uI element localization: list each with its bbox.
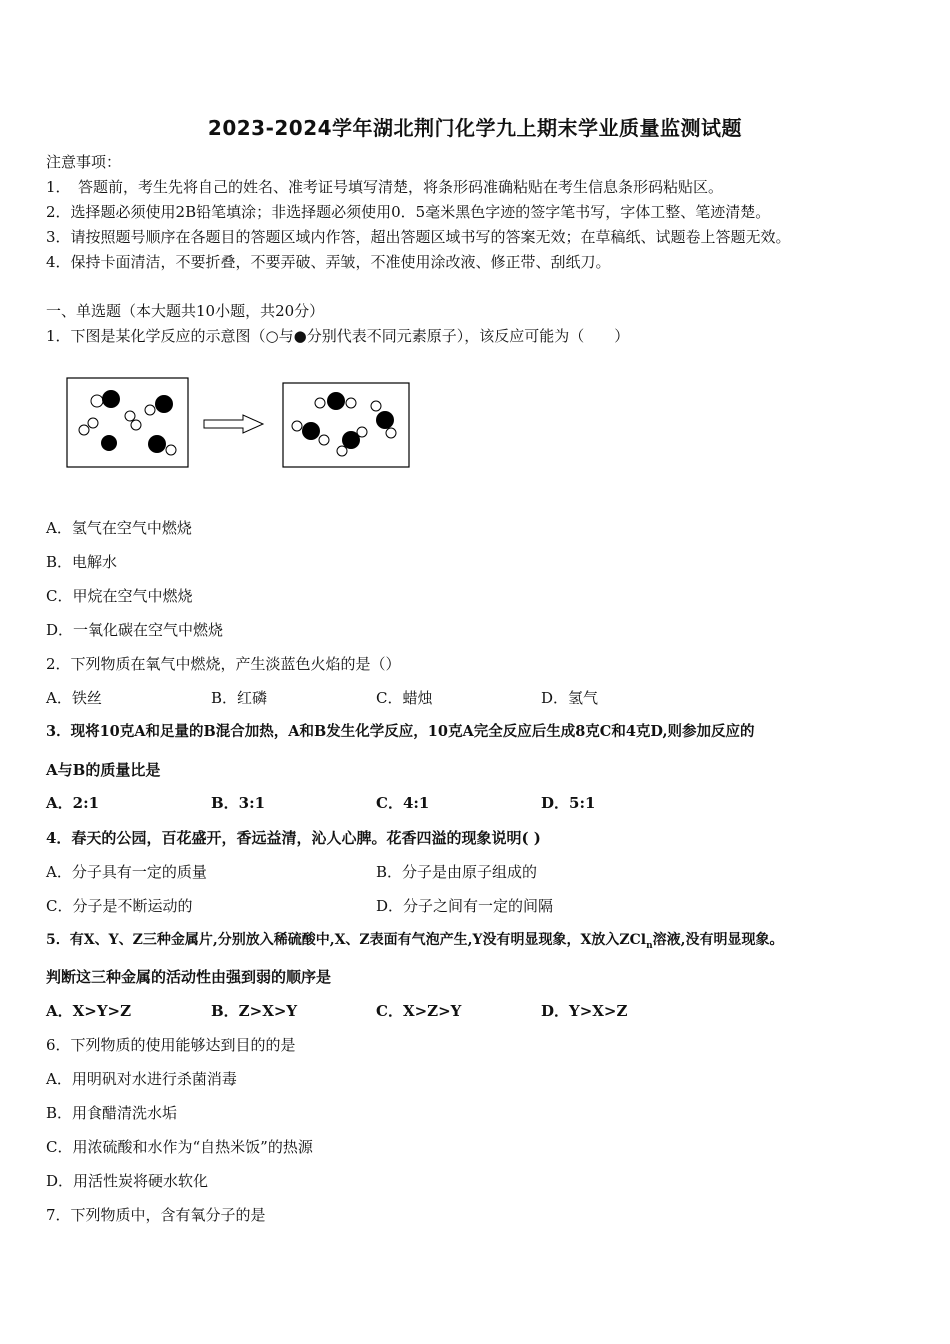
question-6-stem: 6．下列物质的使用能够达到目的的是 <box>46 1036 296 1054</box>
question-5-stem-line-2: 判断这三种金属的活动性由强到弱的顺序是 <box>46 968 332 986</box>
product-box <box>283 383 409 467</box>
reaction-diagram <box>60 370 420 475</box>
question-3-stem-line-1: 3．现将10克A和足量的B混合加热，A和B发生化学反应，10克A完全反应后生成8克C和4克D,则参加反应的 <box>46 723 755 740</box>
question-5-option-c[interactable]: C．X>Z>Y <box>376 1002 462 1020</box>
question-3-option-a[interactable]: A．2:1 <box>46 794 100 812</box>
question-5-option-a[interactable]: A．X>Y>Z <box>46 1002 132 1020</box>
question-3-option-d[interactable]: D．5:1 <box>541 794 596 812</box>
question-1-option-b[interactable]: B．电解水 <box>46 553 118 571</box>
question-5-stem-subscript: n <box>646 940 653 951</box>
notice-item-1: 1． 答题前，考生先将自己的姓名、准考证号填写清楚，将条形码准确粘贴在考生信息条形码粘贴区。 <box>46 178 724 196</box>
reactant-box <box>67 378 188 467</box>
question-1-option-a[interactable]: A．氢气在空气中燃烧 <box>46 519 192 537</box>
question-6-option-c[interactable]: C．用浓硫酸和水作为“自热米饭”的热源 <box>46 1138 313 1156</box>
question-2-option-b[interactable]: B．红磷 <box>211 689 268 707</box>
question-4-option-d[interactable]: D．分子之间有一定的间隔 <box>376 897 554 915</box>
question-2-option-c[interactable]: C．蜡烛 <box>376 689 433 707</box>
reaction-arrow <box>204 415 263 433</box>
question-1-stem: 1．下图是某化学反应的示意图（○与●分别代表不同元素原子），该反应可能为（ ） <box>46 327 630 345</box>
question-3-option-b[interactable]: B．3:1 <box>211 794 266 812</box>
question-5-stem-text-a: 5．有X、Y、Z三种金属片,分别放入稀硫酸中,X、Z表面有气泡产生,Y没有明显现象，X放入ZCl <box>46 932 647 948</box>
question-3-stem-line-2: A与B的质量比是 <box>46 761 161 779</box>
section-heading: 一、单选题（本大题共10小题，共20分） <box>46 302 325 320</box>
question-4-option-b[interactable]: B．分子是由原子组成的 <box>376 863 538 881</box>
question-4-option-a[interactable]: A．分子具有一定的质量 <box>46 863 207 881</box>
question-6-option-b[interactable]: B．用食醋清洗水垢 <box>46 1104 178 1122</box>
page-title: 2023-2024学年湖北荆门化学九上期末学业质量监测试题 <box>207 116 743 140</box>
question-5-stem-line-1 <box>46 930 783 956</box>
question-4-option-c[interactable]: C．分子是不断运动的 <box>46 897 193 915</box>
question-5-option-d[interactable]: D．Y>X>Z <box>541 1002 628 1020</box>
notice-heading: 注意事项： <box>46 153 122 171</box>
notice-item-3: 3．请按照题号顺序在各题目的答题区域内作答，超出答题区域书写的答案无效；在草稿纸、试题卷上答题无效。 <box>46 228 791 246</box>
question-1-option-d[interactable]: D．一氧化碳在空气中燃烧 <box>46 621 224 639</box>
question-5-stem-text-b: 溶液,没有明显现象。 <box>652 932 784 948</box>
notice-item-2: 2．选择题必须使用2B铅笔填涂；非选择题必须使用0．5毫米黑色字迹的签字笔书写，字体工整、笔迹清楚。 <box>46 203 771 221</box>
question-4-stem: 4．春天的公园，百花盛开，香远益清，沁人心脾。花香四溢的现象说明( ) <box>46 829 541 847</box>
question-3-option-c[interactable]: C．4:1 <box>376 794 430 812</box>
question-2-option-a[interactable]: A．铁丝 <box>46 689 102 707</box>
question-2-option-d[interactable]: D．氢气 <box>541 689 599 707</box>
question-1-option-c[interactable]: C．甲烷在空气中燃烧 <box>46 587 193 605</box>
notice-item-4: 4．保持卡面清洁，不要折叠，不要弄破、弄皱，不准使用涂改液、修正带、刮纸刀。 <box>46 253 611 271</box>
question-7-stem: 7．下列物质中，含有氧分子的是 <box>46 1206 266 1224</box>
question-6-option-a[interactable]: A．用明矾对水进行杀菌消毒 <box>46 1070 237 1088</box>
question-5-option-b[interactable]: B．Z>X>Y <box>211 1002 298 1020</box>
question-2-stem: 2．下列物质在氧气中燃烧，产生淡蓝色火焰的是（） <box>46 655 401 673</box>
question-6-option-d[interactable]: D．用活性炭将硬水软化 <box>46 1172 209 1190</box>
